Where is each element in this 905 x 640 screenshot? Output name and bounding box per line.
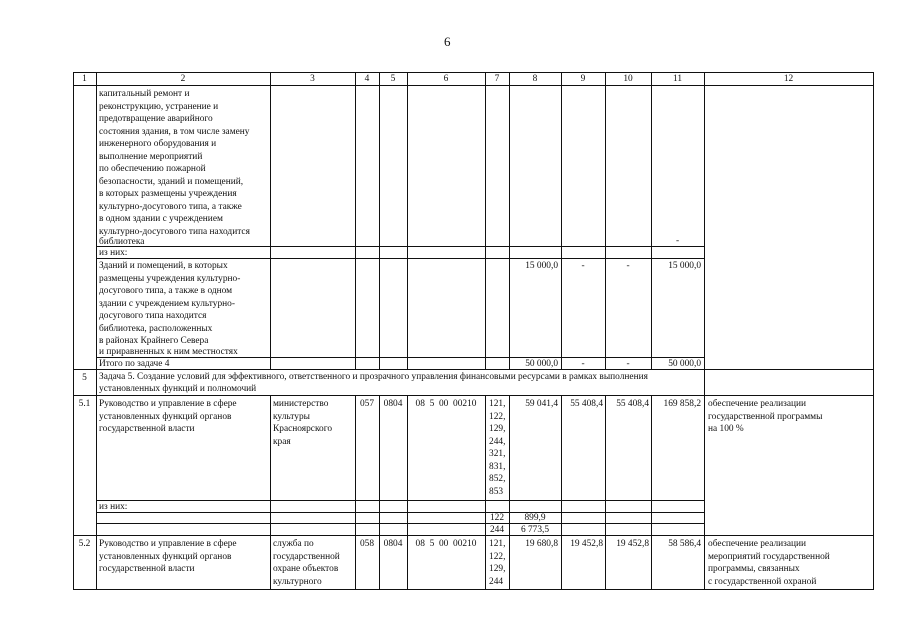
outcome-text: на 100 %: [708, 424, 744, 434]
task-title: Задача 5. Создание условий для эффективного, ответственного и прозрачного управления финансовыми ресурсами в рамках выполнения: [99, 372, 648, 382]
cell-text: библиотека: [99, 237, 145, 247]
cell-value: 6 773,5: [520, 525, 550, 535]
outcome-text: обеспечение реализации: [708, 399, 807, 409]
cell-value: -: [626, 261, 630, 271]
cell-value: 321,: [489, 449, 506, 459]
header-cell: 3: [310, 74, 315, 84]
cell-text: государственной власти: [99, 564, 195, 574]
row-border: [96, 512, 704, 513]
cell-value: 853: [489, 486, 504, 497]
outcome-text: мероприятий государственной: [708, 551, 830, 562]
total-value: 50 000,0: [525, 359, 558, 369]
column-border: [270, 395, 271, 590]
cell-text: Руководство и управление в сфере: [99, 399, 237, 409]
cell-value: 122: [489, 513, 505, 523]
table-bottom-border: [73, 589, 874, 590]
header-cell: 12: [783, 74, 794, 84]
cell-value: 122,: [489, 411, 506, 422]
total-value: -: [581, 359, 585, 369]
row-border: [73, 535, 874, 536]
cell-value: 15 000,0: [525, 261, 558, 271]
cell-value: 121,: [489, 539, 506, 549]
column-border: [561, 395, 562, 590]
total-label: Итого по задаче 4: [99, 359, 170, 369]
column-border: [73, 72, 74, 590]
header-cell: 2: [180, 74, 186, 84]
cell-value: 55 408,4: [616, 399, 649, 409]
cell-text: капитальный ремонт и: [99, 89, 190, 99]
column-border: [379, 395, 380, 590]
cell-value: 19 680,8: [525, 539, 558, 549]
cell-value: 55 408,4: [570, 399, 603, 409]
cell-text: здании с учреждением культурно-: [99, 298, 235, 309]
row-border: [96, 246, 704, 247]
cell-value: 058: [359, 539, 375, 549]
cell-value: 244: [489, 525, 505, 535]
header-cell: 6: [443, 74, 449, 84]
cell-text: безопасности, зданий и помещений,: [99, 176, 244, 187]
row-number: 5.2: [78, 539, 91, 549]
cell-text: реконструкцию, устранение и: [99, 101, 219, 112]
budget-table: [73, 72, 874, 590]
cell-value: 19 452,8: [570, 539, 603, 549]
cell-text: предотвращение аварийного: [99, 114, 213, 124]
outcome-text: обеспечение реализации: [708, 539, 807, 549]
cell-value: 0804: [383, 399, 403, 409]
row-border: [96, 523, 704, 524]
org-text: служба по: [273, 539, 314, 549]
cell-value: 852,: [489, 474, 506, 484]
outcome-text: государственной программы: [708, 411, 823, 422]
cell-value: 122,: [489, 551, 506, 562]
org-text: культурного: [273, 576, 322, 587]
column-border: [509, 72, 510, 370]
cell-value: -: [581, 261, 585, 271]
header-cell: 4: [364, 74, 370, 84]
cell-value: 057: [359, 399, 375, 409]
column-border: [873, 72, 874, 590]
cell-text: и приравненных к ним местностях: [99, 347, 238, 357]
cell-text: культурно-досугового типа находится: [99, 226, 250, 237]
column-border: [605, 395, 606, 590]
cell-text: культурно-досугового типа, а также: [99, 201, 242, 212]
cell-value: 59 041,4: [525, 399, 558, 409]
cell-value: -: [675, 236, 680, 246]
row-border: [73, 369, 874, 370]
org-text: края: [273, 436, 291, 447]
column-border: [651, 395, 652, 590]
row-border: [96, 500, 704, 501]
cell-text: в одном здании с учреждением: [99, 214, 223, 224]
header-cell: 1: [82, 74, 87, 84]
cell-value: 121,: [489, 399, 506, 409]
cell-value: 899,9: [524, 513, 546, 523]
cell-text: в которых размещены учреждения: [99, 189, 237, 199]
header-cell: 7: [494, 74, 500, 84]
column-border: [561, 72, 562, 370]
cell-value: 244: [489, 576, 504, 587]
cell-value: 19 452,8: [616, 539, 649, 549]
cell-value: 08 5 00 00210: [415, 539, 477, 549]
cell-text: установленных функций органов: [99, 551, 232, 562]
outcome-text: с государственной охраной: [708, 576, 817, 587]
outcome-text: программы, связанных: [708, 564, 800, 574]
page-number: 6: [444, 34, 451, 49]
column-border: [509, 395, 510, 590]
total-value: 50 000,0: [668, 359, 701, 369]
column-border: [96, 72, 97, 590]
org-text: культуры: [273, 411, 310, 422]
column-border: [485, 395, 486, 590]
row-number: 5.1: [78, 399, 91, 409]
cell-value: 129,: [489, 564, 506, 574]
column-border: [485, 72, 486, 370]
org-text: охране объектов: [273, 564, 339, 574]
header-cell: 8: [532, 74, 538, 84]
column-border: [704, 72, 705, 590]
row-number: 5: [82, 373, 87, 383]
column-border: [407, 395, 408, 590]
org-text: министерство: [273, 399, 329, 409]
column-border: [355, 395, 356, 590]
row-border: [96, 258, 704, 259]
column-border: [605, 72, 606, 370]
cell-text: государственной власти: [99, 424, 195, 434]
cell-text: в районах Крайнего Севера: [99, 336, 209, 346]
cell-value: 169 858,2: [663, 399, 701, 409]
column-border: [355, 72, 356, 370]
cell-value: 244,: [489, 436, 506, 447]
cell-text: состояния здания, в том числе замену: [99, 126, 250, 137]
header-cell: 9: [580, 74, 586, 84]
cell-text: Зданий и помещений, в которых: [99, 261, 228, 271]
cell-text: установленных функций органов: [99, 411, 232, 422]
cell-text: библиотека, расположенных: [99, 323, 213, 334]
cell-text: по обеспечению пожарной: [99, 164, 206, 174]
cell-text: инженерного оборудования и: [99, 139, 217, 149]
header-cell: 5: [390, 74, 396, 84]
column-border: [270, 72, 271, 370]
org-text: Красноярского: [273, 424, 333, 434]
org-text: государственной: [273, 551, 340, 562]
task-title: установленных функций и полномочий: [99, 384, 257, 394]
cell-text: досугового типа, а также в одном: [99, 286, 233, 296]
column-border: [651, 72, 652, 370]
cell-text: досугового типа находится: [99, 311, 207, 321]
cell-value: 129,: [489, 424, 506, 434]
row-label: из них:: [99, 502, 128, 512]
total-value: -: [626, 359, 630, 369]
column-border: [407, 72, 408, 370]
cell-text: размещены учреждения культурно-: [99, 273, 241, 284]
cell-value: 0804: [383, 539, 403, 549]
cell-value: 58 586,4: [668, 539, 701, 549]
row-label: из них:: [99, 248, 128, 258]
header-cell: 11: [672, 74, 683, 84]
column-border: [379, 72, 380, 370]
cell-value: 08 5 00 00210: [415, 399, 477, 409]
cell-value: 831,: [489, 461, 506, 472]
header-cell: 10: [623, 74, 633, 84]
cell-text: выполнение мероприятий: [99, 151, 203, 162]
cell-text: Руководство и управление в сфере: [99, 539, 237, 549]
cell-value: 15 000,0: [668, 261, 701, 271]
